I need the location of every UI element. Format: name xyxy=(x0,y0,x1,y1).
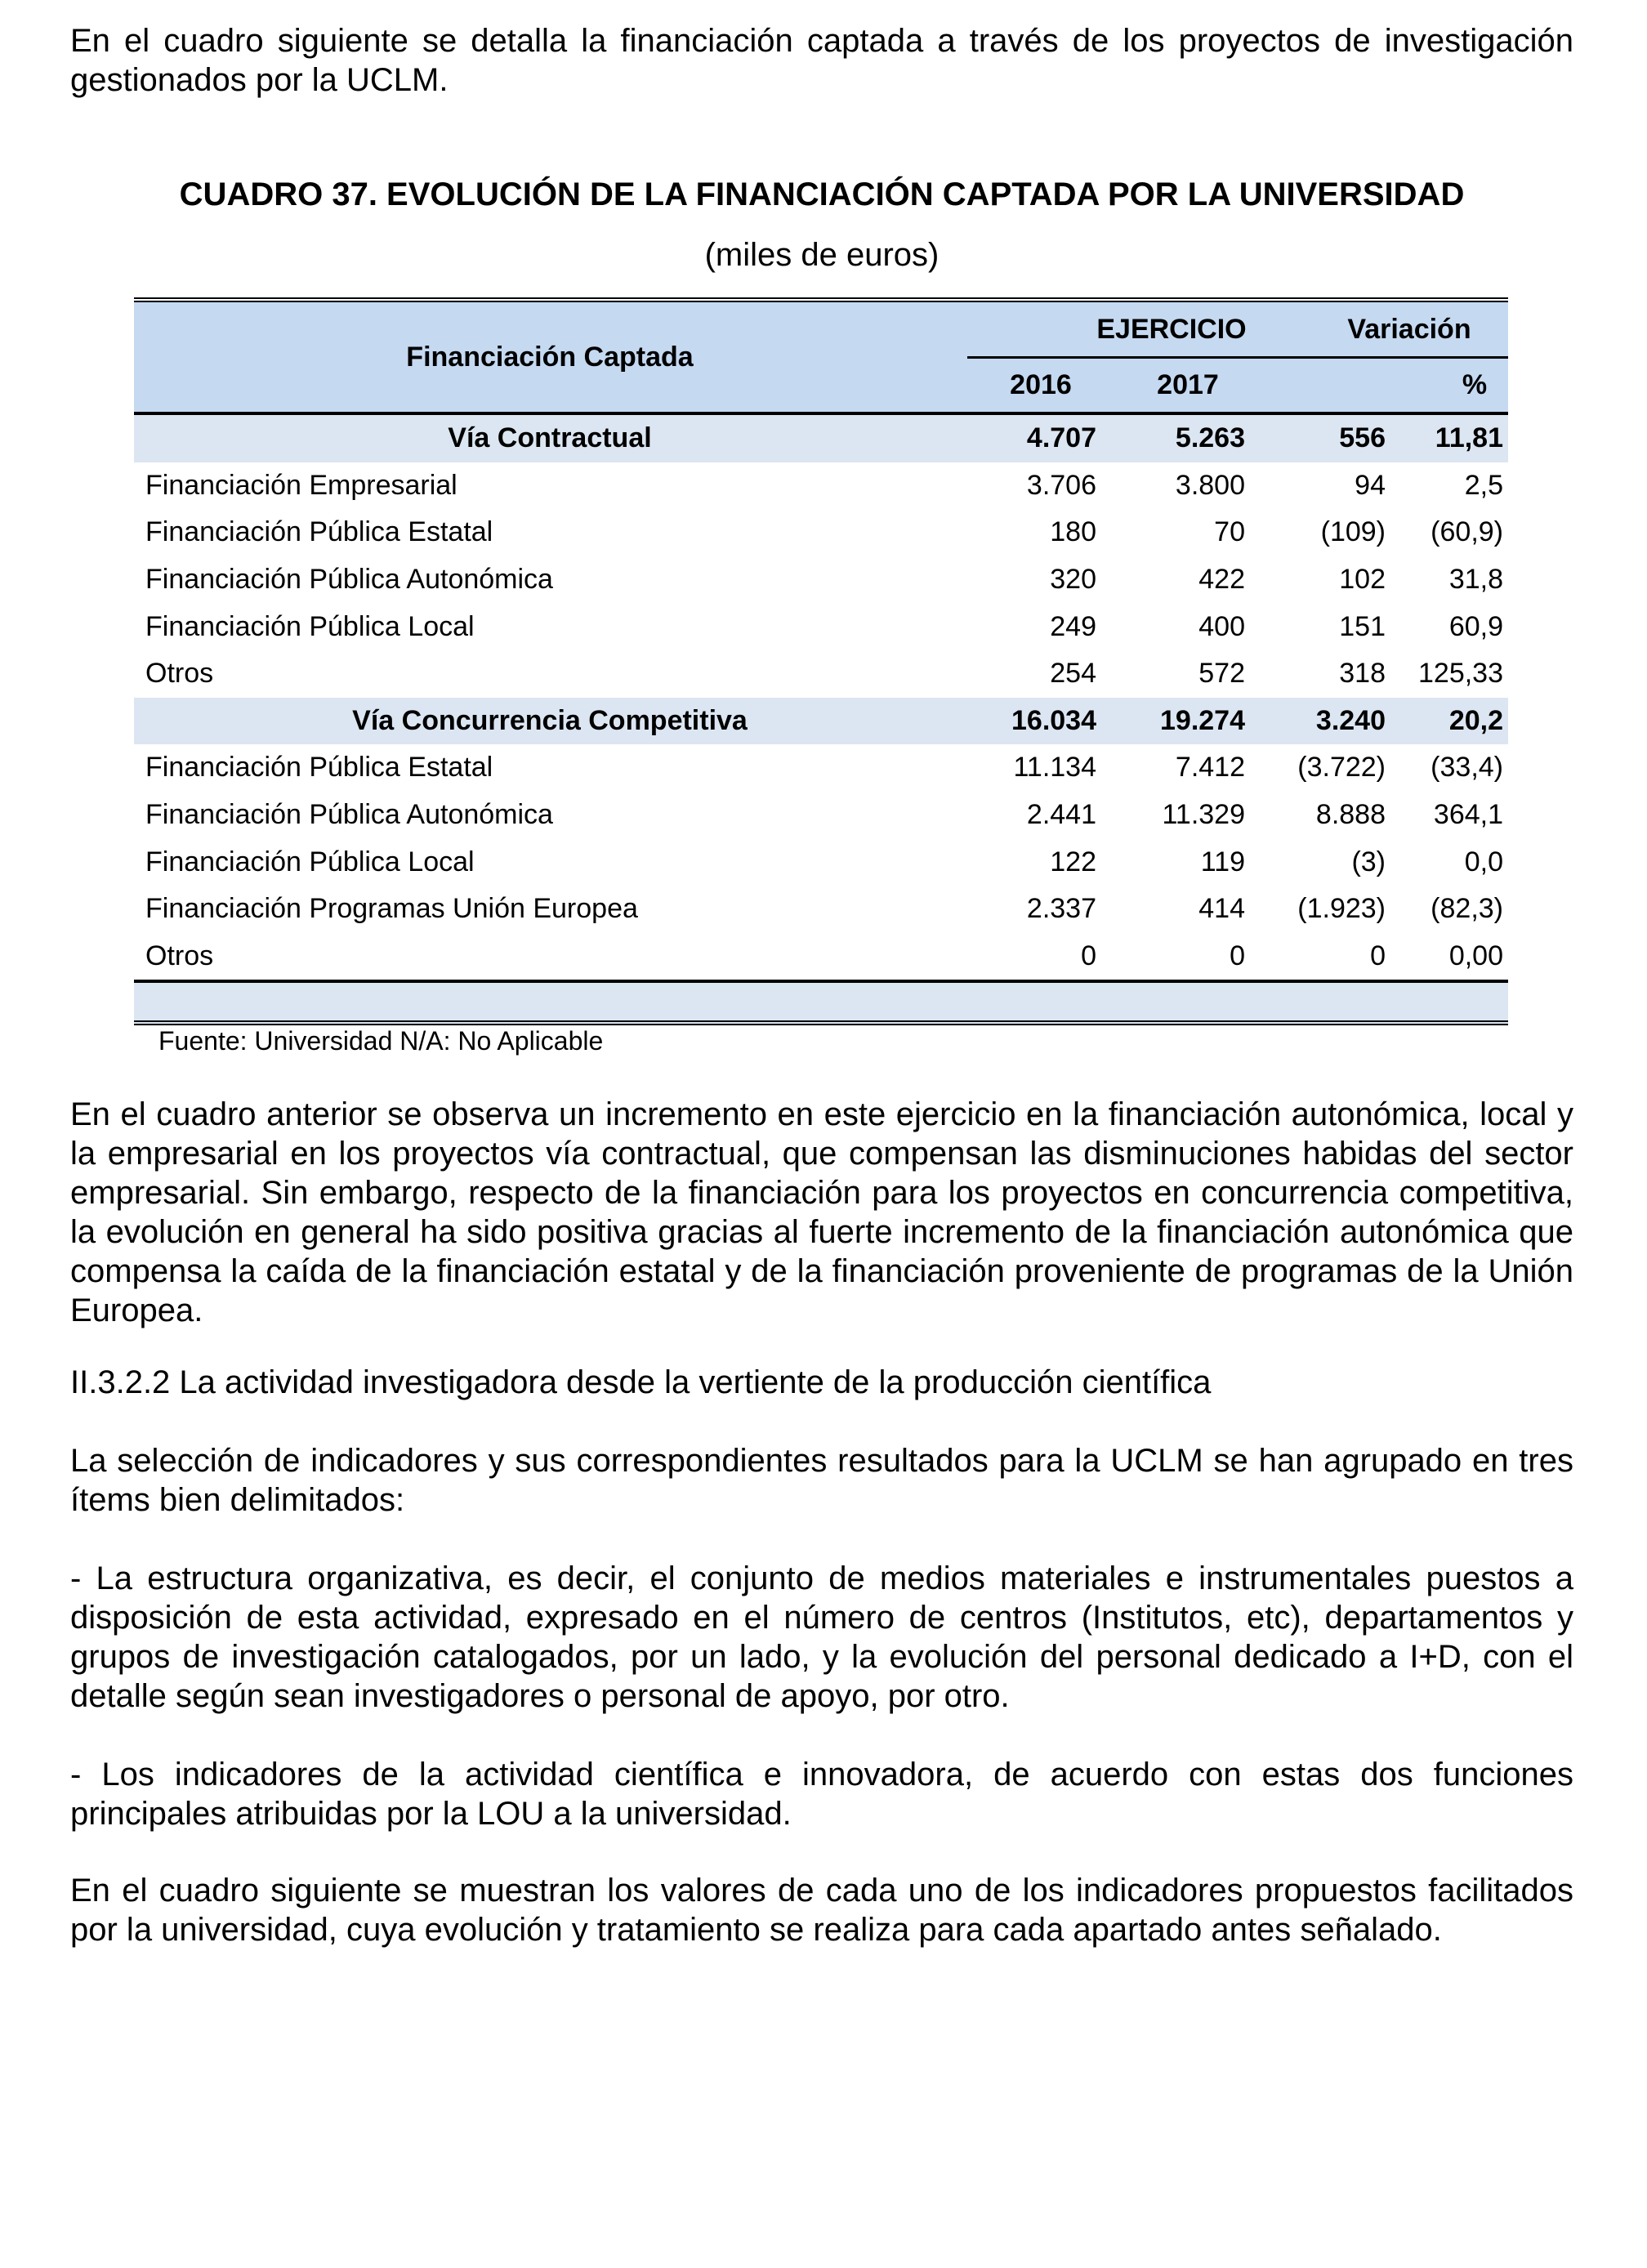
cell-percent: 364,1 xyxy=(1433,799,1503,831)
cell-variation: 556 xyxy=(1339,422,1386,454)
cell-variation: 3.240 xyxy=(1315,704,1386,736)
cell-2017: 400 xyxy=(1198,610,1245,642)
cell-2017: 422 xyxy=(1198,564,1245,596)
cell-variation: (3) xyxy=(1351,846,1386,877)
cell-percent: 11,81 xyxy=(1435,422,1503,454)
header-divider xyxy=(967,356,1508,359)
cell-2016: 4.707 xyxy=(1026,422,1096,454)
cell-percent: 125,33 xyxy=(1418,658,1503,690)
cell-2017: 11.329 xyxy=(1162,799,1245,831)
row-label: Vía Contractual xyxy=(448,422,652,454)
cell-2016: 2.441 xyxy=(1026,799,1096,831)
table-title: CUADRO 37. EVOLUCIÓN DE LA FINANCIACIÓN CAPTADA POR LA UNIVERSIDAD xyxy=(179,176,1465,212)
cell-2016: 11.134 xyxy=(1013,752,1096,784)
cell-2017: 119 xyxy=(1200,846,1245,877)
table-row xyxy=(134,509,1508,556)
table-section-row xyxy=(134,698,1508,745)
cell-2016: 180 xyxy=(1050,516,1096,548)
row-label: Financiación Programas Unión Europea xyxy=(145,893,638,925)
cell-2017: 414 xyxy=(1198,893,1245,925)
cell-variation: 151 xyxy=(1339,610,1386,642)
table-section-row xyxy=(134,415,1508,462)
row-label: Financiación Pública Estatal xyxy=(145,752,493,784)
header-year-2017: 2017 xyxy=(1157,368,1219,400)
row-label: Otros xyxy=(145,658,214,690)
cell-2017: 0 xyxy=(1230,940,1245,971)
row-label: Financiación Pública Local xyxy=(145,610,475,642)
cell-2016: 3.706 xyxy=(1026,469,1096,501)
table-header xyxy=(134,302,1508,415)
bullet-paragraph-2: - Los indicadores de la actividad científica e innovadora, de acuerdo con estas dos funciones principales atribuidas por la LOU a la universidad. xyxy=(70,1757,1573,1832)
header-variacion: Variación xyxy=(1347,313,1471,345)
cell-2016: 0 xyxy=(1081,940,1096,971)
table-footer-band xyxy=(134,980,1508,1025)
cell-2017: 5.263 xyxy=(1175,422,1245,454)
cell-percent: 2,5 xyxy=(1464,469,1503,501)
cell-2016: 2.337 xyxy=(1026,893,1096,925)
selection-paragraph: La selección de indicadores y sus correspondientes resultados para la UCLM se han agrupado en tres ítems bien delimitados: xyxy=(70,1443,1573,1518)
cell-percent: 0,0 xyxy=(1464,846,1503,877)
header-percent: % xyxy=(1462,368,1488,400)
cell-variation: 318 xyxy=(1339,658,1386,690)
row-label: Financiación Pública Local xyxy=(145,846,475,877)
cell-variation: (109) xyxy=(1320,516,1386,548)
cell-2016: 122 xyxy=(1050,846,1096,877)
intro-paragraph: En el cuadro siguiente se detalla la financiación captada a través de los proyectos de investigación gestionados por la UCLM. xyxy=(70,23,1573,98)
bullet-paragraph-1: - La estructura organizativa, es decir, el conjunto de medios materiales e instrumentales puestos a disposición de esta actividad, expresado en el número de centros (Institutos, etc), departamentos y grupos de investigación catalogados, por un lado, y la evolución del personal dedicado a I+D, con el detalle según sean investigadores o personal de apoyo, por otro. xyxy=(70,1560,1573,1714)
cell-2017: 19.274 xyxy=(1160,704,1245,736)
cell-variation: (3.722) xyxy=(1297,752,1386,784)
cell-percent: (33,4) xyxy=(1431,752,1503,784)
row-label: Otros xyxy=(145,940,214,971)
cell-2017: 7.412 xyxy=(1175,752,1245,784)
analysis-paragraph: En el cuadro anterior se observa un incremento en este ejercicio en la financiación autonómica, local y la empresarial en los proyectos vía contractual, que compensan las disminuciones habidas del sector empresarial. Sin embargo, respecto de la financiación para los proyectos en concurrencia competitiva, la evolución en general ha sido positiva gracias al fuerte incremento de la financiación autonómica que compensa la caída de la financiación estatal y de la financiación proveniente de programas de la Unión Europea. xyxy=(70,1096,1573,1328)
cell-2016: 320 xyxy=(1050,564,1096,596)
cell-2016: 249 xyxy=(1050,610,1096,642)
cell-2016: 16.034 xyxy=(1011,704,1096,736)
cell-percent: 0,00 xyxy=(1448,940,1503,971)
row-label: Vía Concurrencia Competitiva xyxy=(352,704,748,736)
table-row xyxy=(134,556,1508,604)
cell-variation: 8.888 xyxy=(1315,799,1386,831)
table-row xyxy=(134,462,1508,510)
table-row xyxy=(134,603,1508,650)
row-label: Financiación Pública Autonómica xyxy=(145,564,553,596)
row-label: Financiación Pública Estatal xyxy=(145,516,493,548)
cell-2017: 572 xyxy=(1198,658,1245,690)
header-year-2016: 2016 xyxy=(1010,368,1072,400)
header-financiacion-captada: Financiación Captada xyxy=(406,341,694,373)
table-source-note: Fuente: Universidad N/A: No Aplicable xyxy=(158,1026,604,1056)
cell-percent: 20,2 xyxy=(1448,704,1503,736)
cell-2017: 70 xyxy=(1214,516,1245,548)
cell-variation: (1.923) xyxy=(1297,893,1386,925)
table-row xyxy=(134,792,1508,839)
cell-percent: 60,9 xyxy=(1448,610,1503,642)
cell-variation: 0 xyxy=(1370,940,1386,971)
closing-paragraph: En el cuadro siguiente se muestran los valores de cada uno de los indicadores propuestos facilitados por la universidad, cuya evolución y tratamiento se realiza para cada apartado antes señalado. xyxy=(70,1873,1573,1948)
table-body xyxy=(134,415,1508,980)
row-label: Financiación Empresarial xyxy=(145,469,458,501)
cell-2017: 3.800 xyxy=(1175,469,1245,501)
table-subtitle: (miles de euros) xyxy=(704,237,940,273)
section-heading: II.3.2.2 La actividad investigadora desde la vertiente de la producción científica xyxy=(70,1364,1212,1400)
financing-table xyxy=(134,297,1508,1025)
cell-variation: 102 xyxy=(1339,564,1386,596)
table-row xyxy=(134,744,1508,792)
cell-percent: (60,9) xyxy=(1431,516,1503,548)
table-row xyxy=(134,838,1508,886)
table-row xyxy=(134,650,1508,698)
cell-2016: 254 xyxy=(1050,658,1096,690)
table-row xyxy=(134,933,1508,980)
row-label: Financiación Pública Autonómica xyxy=(145,799,553,831)
cell-percent: 31,8 xyxy=(1448,564,1503,596)
cell-variation: 94 xyxy=(1355,469,1386,501)
table-row xyxy=(134,886,1508,933)
header-ejercicio: EJERCICIO xyxy=(1096,313,1247,345)
cell-percent: (82,3) xyxy=(1431,893,1503,925)
